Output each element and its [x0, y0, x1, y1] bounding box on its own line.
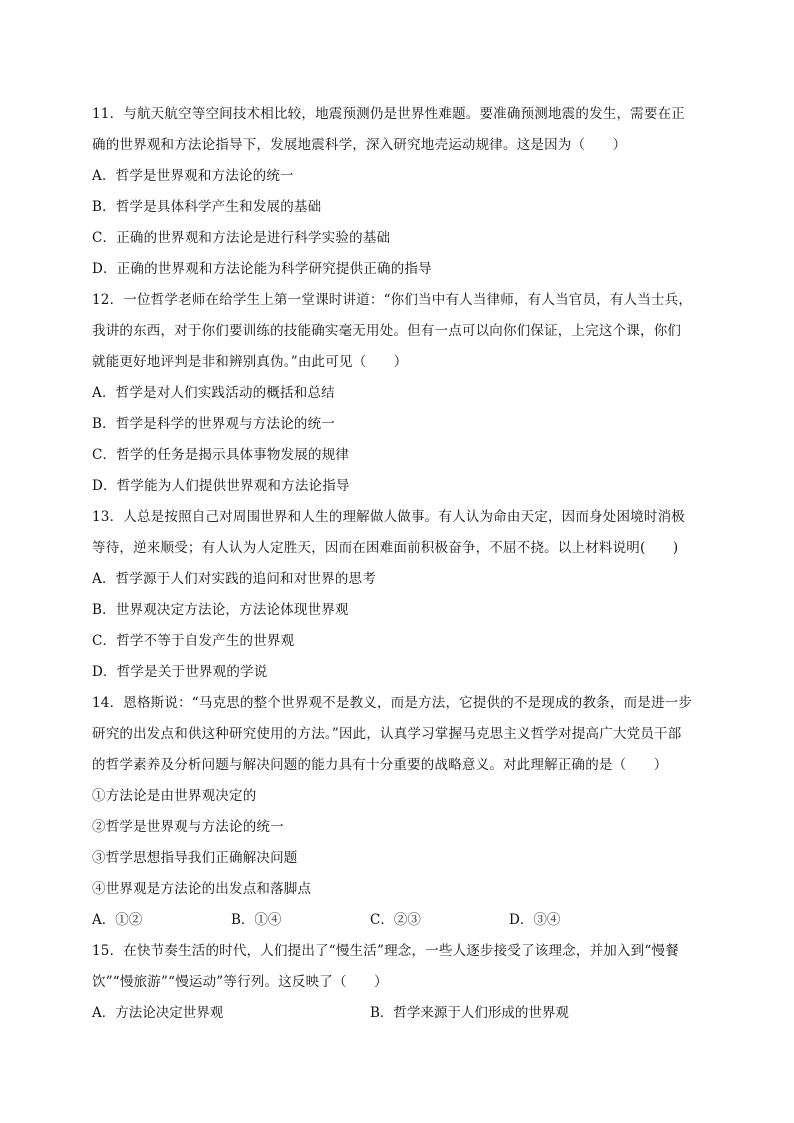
- question-stem-line: 研究的出发点和供这种研究使用的方法。”因此，认真学习掌握马克思主义哲学对提高广大党员干部: [92, 726, 682, 742]
- option-a: A．方法论决定世界观: [92, 1005, 224, 1021]
- question-stem-line: 的哲学素养及分析问题与解决问题的能力具有十分重要的战略意义。对此理解正确的是（ ）: [92, 757, 668, 773]
- question-12: [92, 285, 710, 502]
- option-d: D．正确的世界观和方法论能为科学研究提供正确的指导: [92, 261, 432, 277]
- question-stem-line: 13．人总是按照自己对周围世界和人生的理解做人做事。有人认为命由天定，因而身处困境时消极: [92, 509, 685, 525]
- option-c: C．②③: [370, 912, 421, 928]
- question-stem-line: 14．恩格斯说：“马克思的整个世界观不是教义，而是方法，它提供的不是现成的教条，而是进一步: [92, 695, 693, 711]
- option-b: B．哲学来源于人们形成的世界观: [370, 1005, 569, 1021]
- options-row: [92, 905, 710, 936]
- statement-1: ①方法论是由世界观决定的: [92, 788, 257, 804]
- options-row: [92, 998, 710, 1029]
- question-stem-line: 我讲的东西，对于你们要训练的技能确实毫无用处。但有一点可以向你们保证，上完这个课，你们: [92, 323, 682, 339]
- option-d: D．哲学是关于世界观的学说: [92, 664, 268, 680]
- option-c: C．哲学不等于自发产生的世界观: [92, 633, 295, 649]
- option-b: B．哲学是具体科学产生和发展的基础: [92, 199, 322, 215]
- option-b: B．世界观决定方法论，方法论体现世界观: [92, 602, 349, 618]
- option-a: A．哲学源于人们对实践的追问和对世界的思考: [92, 571, 376, 587]
- option-b: B．①④: [231, 912, 282, 928]
- option-a: A．①②: [92, 912, 143, 928]
- statement-2: ②哲学是世界观与方法论的统一: [92, 819, 284, 835]
- option-a: A．哲学是世界观和方法论的统一: [92, 168, 294, 184]
- option-d: D．哲学能为人们提供世界观和方法论指导: [92, 478, 350, 494]
- question-14: [92, 688, 710, 936]
- option-c: C．正确的世界观和方法论是进行科学实验的基础: [92, 230, 391, 246]
- option-c: C．哲学的任务是揭示具体事物发展的规律: [92, 447, 350, 463]
- question-13: [92, 502, 710, 688]
- statement-3: ③哲学思想指导我们正确解决问题: [92, 850, 298, 866]
- exam-page: [92, 99, 710, 1029]
- option-b: B．哲学是科学的世界观与方法论的统一: [92, 416, 336, 432]
- question-stem-line: 11．与航天航空等空间技术相比较，地震预测仍是世界性难题。要准确预测地震的发生，需要在正: [92, 106, 685, 122]
- statement-4: ④世界观是方法论的出发点和落脚点: [92, 881, 312, 897]
- question-stem-line: 确的世界观和方法论指导下，发展地震科学，深入研究地壳运动规律。这是因为（ ）: [92, 137, 627, 153]
- question-stem-line: 12．一位哲学老师在给学生上第一堂课时讲道：“你们当中有人当律师，有人当官员，有人当士兵，: [92, 292, 693, 308]
- question-stem-line: 等待，逆来顺受；有人认为人定胜天，因而在困难面前积极奋争，不屈不挠。以上材料说明( ): [92, 540, 679, 556]
- question-15: [92, 936, 710, 1029]
- question-11: [92, 99, 710, 285]
- question-stem-line: 就能更好地评判是非和辨别真伪。”由此可见（ ）: [92, 354, 408, 370]
- question-stem-line: 饮”“慢旅游”“慢运动”等行列。这反映了（ ）: [92, 974, 388, 990]
- question-stem-line: 15．在快节奏生活的时代，人们提出了“慢生活”理念，一些人逐步接受了该理念，并加入到“慢餐: [92, 943, 679, 959]
- option-d: D．③④: [509, 912, 561, 928]
- option-a: A．哲学是对人们实践活动的概括和总结: [92, 385, 335, 401]
